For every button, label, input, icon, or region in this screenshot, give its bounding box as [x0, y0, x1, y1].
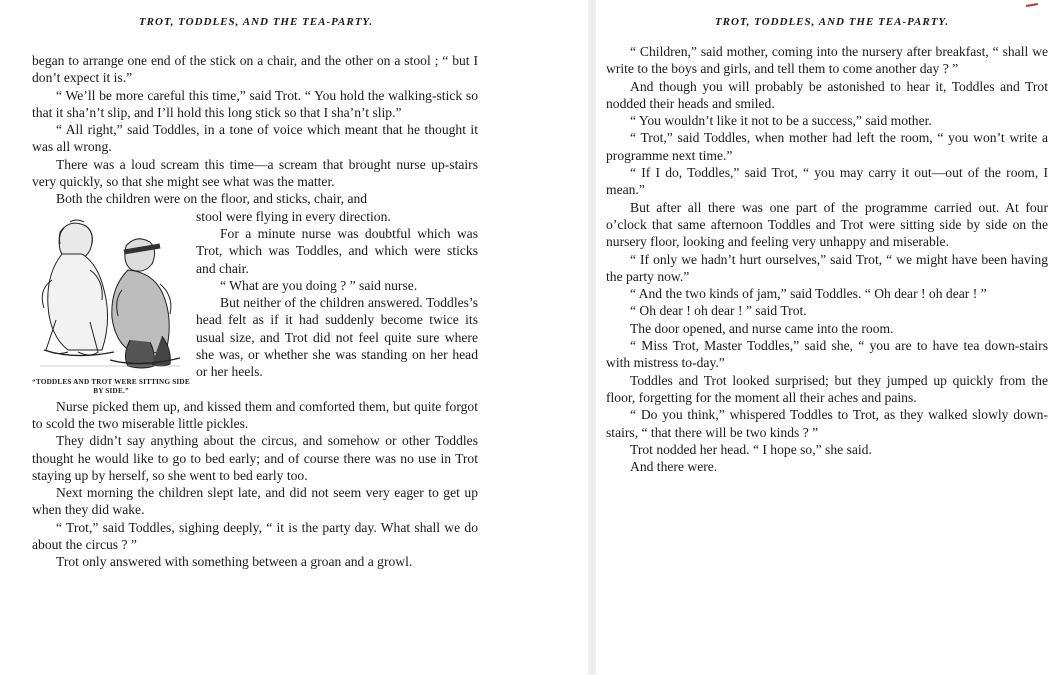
left-page-text [32, 52, 478, 571]
ink-mark [1026, 3, 1038, 7]
paragraph: “ Miss Trot, Master Toddles,” said she, “ you are to have tea down-stairs with mistress to-day.” [606, 338, 1048, 371]
paragraph: Toddles and Trot looked surprised; but they jumped up quickly from the floor, forgetting for the moment all their aches and pains. [606, 372, 1048, 405]
paragraph: “ Oh dear ! oh dear ! ” said Trot. [630, 303, 807, 319]
paragraph: “ Trot,” said Toddles, sighing deeply, “ it is the party day. What shall we do about the circus ? ” [32, 519, 478, 553]
paragraph: “ You wouldn’t like it not to be a success,” said mother. [630, 113, 932, 129]
paragraph: Both the children were on the floor, and sticks, chair, and [56, 191, 368, 207]
paragraph: began to arrange one end of the stick on a chair, and the other on a stool ; “ but I don’t expect it is.” [32, 53, 478, 86]
paragraph: “ All right,” said Toddles, in a tone of voice which meant that he thought it was all wrong. [32, 122, 478, 155]
paragraph: Nurse picked them up, and kissed them and comforted them, but quite forgot to scold the two miserable little pickles. [32, 398, 478, 431]
figure-caption: “TODDLES AND TROT WERE SITTING SIDE BY SIDE.” [32, 377, 190, 395]
paragraph: And though you will probably be astonished to hear it, Toddles and Trot nodded their heads and smiled. [606, 78, 1048, 111]
paragraph: Trot nodded her head. “ I hope so,” she said. [630, 441, 872, 457]
paragraph: “ If I do, Toddles,” said Trot, “ you may carry it out—out of the room, I mean.” [606, 165, 1048, 198]
right-page-text [606, 43, 1048, 475]
paragraph: They didn’t say anything about the circus, and somehow or other Toddles thought he would like to go to bed early; and of course there was no use in Trot staying up by herself, so she went to bed early too. [32, 433, 478, 483]
paragraph: “ Trot,” said Toddles, when mother had left the room, “ you won’t write a programme next time.” [606, 130, 1048, 163]
right-page [596, 0, 1062, 675]
children-sitting-illustration [30, 210, 192, 380]
paragraph: And there were. [630, 459, 718, 475]
paragraph: There was a loud scream this time—a scream that brought nurse up-stairs very quickly, so that she might see what was the matter. [32, 156, 478, 190]
illustration-figure [30, 210, 192, 398]
paragraph: “ And the two kinds of jam,” said Toddles. “ Oh dear ! oh dear ! ” [630, 286, 987, 302]
paragraph: “ Do you think,” whispered Toddles to Trot, as they walked slowly down-stairs, “ that there will be two kinds ? ” [606, 407, 1048, 440]
paragraph: “ We’ll be more careful this time,” said Trot. “ You hold the walking-stick so that it sha’n’t slip, and I’ll hold this long stick so that I sha’n’t slip.” [32, 87, 478, 120]
paragraph: “ If only we hadn’t hurt ourselves,” said Trot, “ we might have been having the party now.” [606, 251, 1048, 284]
paragraph: “ What are you doing ? ” said nurse. [220, 277, 418, 293]
paragraph: But neither of the children answered. Toddles’s head felt as if it had suddenly become twice its usual size, and Trot did not feel quite sure where she was, or whether she was standing on her head or her heels. [196, 295, 478, 380]
paragraph: But after all there was one part of the programme carried out. At four o’clock that same afternoon Toddles and Trot were sitting side by side on the nursery floor, looking and feeling very unhappy and miserable. [606, 199, 1048, 250]
running-head-right: TROT, TODDLES, AND THE TEA-PARTY. [714, 16, 950, 28]
paragraph: “ Children,” said mother, coming into the nursery after breakfast, “ shall we write to the boys and girls, and tell them to come another day ? ” [606, 44, 1048, 77]
paragraph: Next morning the children slept late, and did not seem very eager to get up when they did wake. [32, 485, 478, 518]
paragraph: stool were flying in every direction. [196, 208, 391, 224]
running-head-left: TROT, TODDLES, AND THE TEA-PARTY. [138, 16, 374, 28]
paragraph: The door opened, and nurse came into the room. [630, 320, 894, 336]
paragraph: Trot only answered with something between a groan and a growl. [56, 554, 413, 570]
paragraph: For a minute nurse was doubtful which was Trot, which was Toddles, and which were sticks and chair. [196, 225, 478, 276]
